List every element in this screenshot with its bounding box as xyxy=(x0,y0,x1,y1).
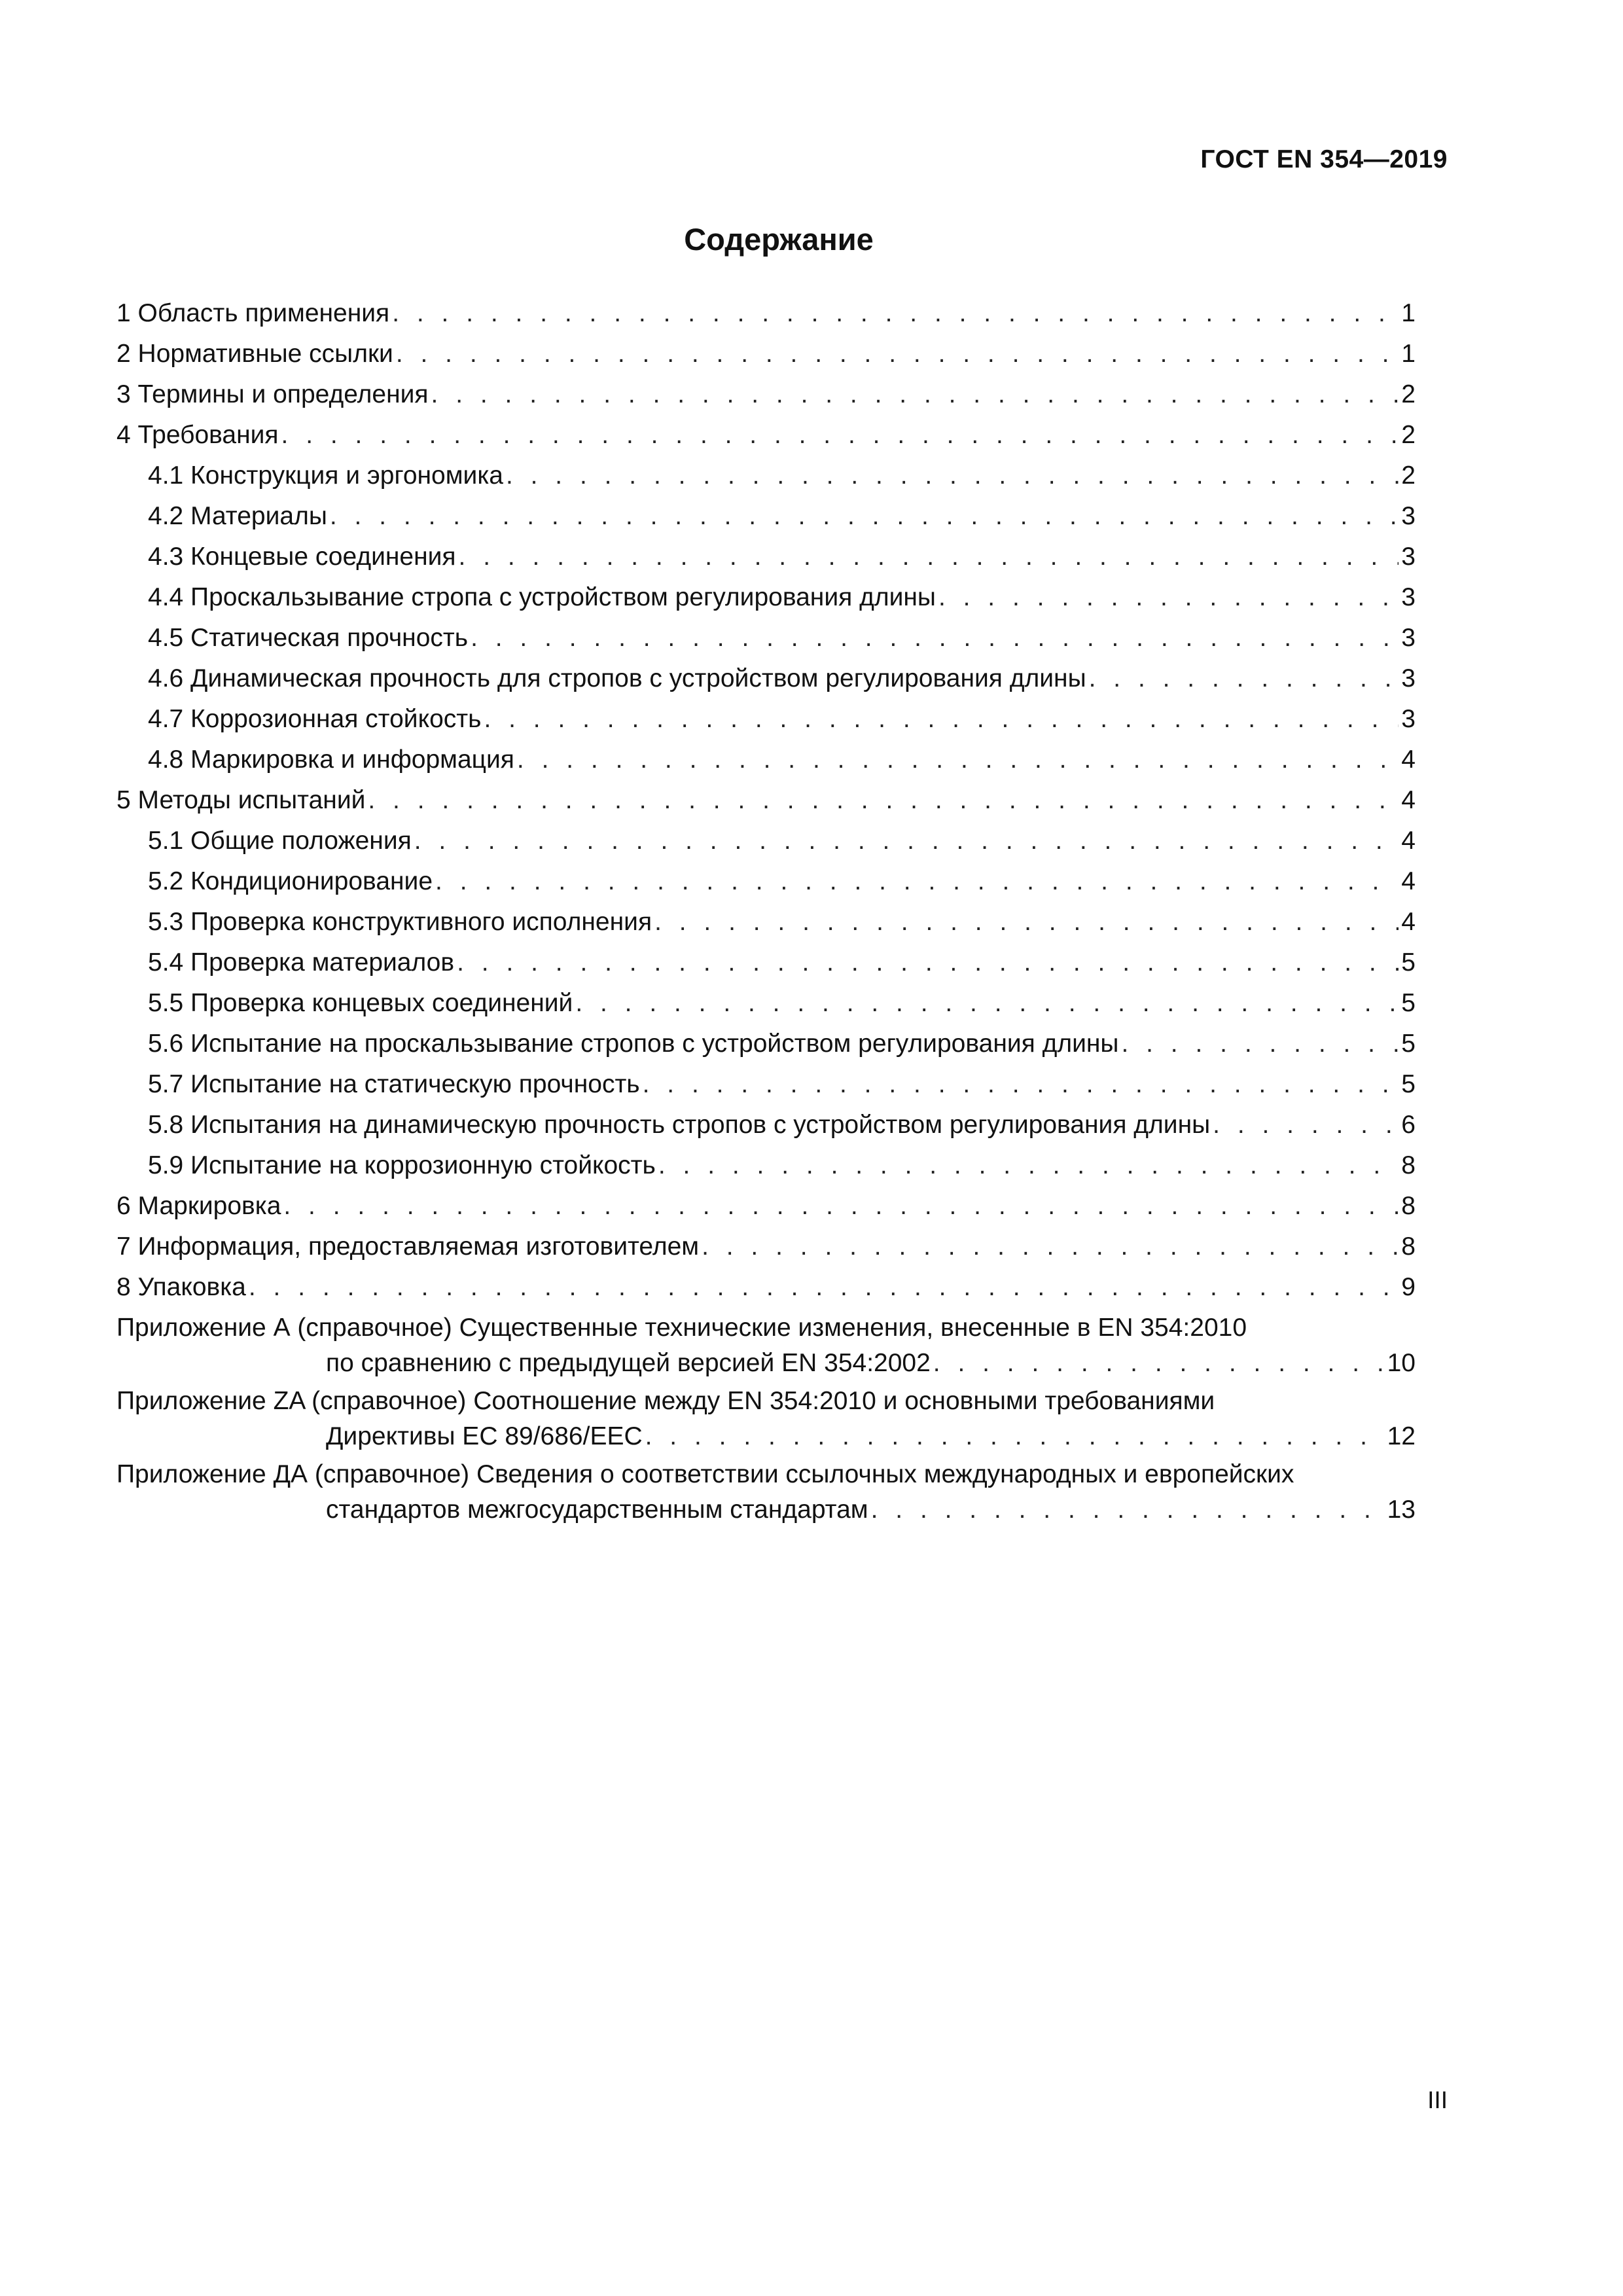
toc-entry[interactable] xyxy=(116,780,1416,821)
page-title: Содержание xyxy=(684,222,874,257)
toc-entries xyxy=(116,293,1416,1308)
toc-annex-continuation xyxy=(116,1419,1416,1454)
toc-annexes xyxy=(116,1310,1416,1528)
toc-entry-label: 4.1 Конструкция и эргономика xyxy=(148,461,503,490)
toc-entry-page: 5 xyxy=(1401,989,1416,1017)
dot-leader xyxy=(938,577,1399,618)
toc-entry-label: 6 Маркировка xyxy=(116,1192,281,1220)
toc-entry-label: 3 Термины и определения xyxy=(116,380,429,408)
toc-entry-page: 8 xyxy=(1401,1232,1416,1261)
toc-entry-label: 8 Упаковка xyxy=(116,1273,246,1301)
dot-leader xyxy=(435,861,1399,902)
toc-entry-page: 2 xyxy=(1401,380,1416,408)
toc-entry-label: 5.7 Испытание на статическую прочность xyxy=(148,1070,640,1098)
dot-leader xyxy=(1213,1105,1399,1145)
toc-entry-label: 5.4 Проверка материалов xyxy=(148,948,455,977)
toc-entry-page: 1 xyxy=(1401,340,1416,368)
dot-leader xyxy=(575,983,1399,1024)
toc-entry-page: 4 xyxy=(1401,786,1416,814)
dot-leader xyxy=(457,942,1399,983)
toc-entry-page: 3 xyxy=(1401,664,1416,692)
toc-entry-label: 4.4 Проскальзывание стропа с устройством регулирования длины xyxy=(148,583,936,611)
toc-entry[interactable] xyxy=(116,1105,1416,1145)
toc-entry-page: 4 xyxy=(1401,827,1416,855)
toc-entry-page: 3 xyxy=(1401,502,1416,530)
dot-leader xyxy=(484,699,1399,740)
toc-entry-label: 4.8 Маркировка и информация xyxy=(148,745,514,774)
toc-annex-entry[interactable] xyxy=(116,1457,1416,1528)
toc-entry-page: 2 xyxy=(1401,421,1416,449)
toc-entry-label: 4.7 Коррозионная стойкость xyxy=(148,705,482,733)
dot-leader xyxy=(645,1419,1385,1454)
toc-entry-page: 6 xyxy=(1401,1111,1416,1139)
toc-entry-label: 4.6 Динамическая прочность для стропов с устройством регулирования длины xyxy=(148,664,1086,692)
toc-entry-page: 4 xyxy=(1401,908,1416,936)
toc-entry-label: 5.8 Испытания на динамическую прочность стропов с устройством регулирования длины xyxy=(148,1111,1211,1139)
dot-leader xyxy=(517,740,1399,780)
dot-leader xyxy=(283,1186,1399,1227)
toc-entry[interactable] xyxy=(116,496,1416,537)
toc-entry-page: 5 xyxy=(1401,1070,1416,1098)
toc-annex-continuation xyxy=(116,1492,1416,1528)
dot-leader xyxy=(249,1267,1399,1308)
toc-entry-label: 5.5 Проверка концевых соединений xyxy=(148,989,573,1017)
dot-leader xyxy=(459,537,1399,577)
toc-entry-label: 5.6 Испытание на проскальзывание стропов с устройством регулирования длины xyxy=(148,1030,1119,1058)
dot-leader xyxy=(330,496,1399,537)
dot-leader xyxy=(281,415,1399,456)
toc-entry-page: 4 xyxy=(1401,745,1416,774)
dot-leader xyxy=(654,902,1399,942)
toc-annex-page: 12 xyxy=(1387,1422,1416,1450)
dot-leader xyxy=(643,1064,1399,1105)
toc-entry[interactable] xyxy=(116,1145,1416,1186)
toc-entry[interactable] xyxy=(116,658,1416,699)
dot-leader xyxy=(871,1492,1385,1528)
toc-entry-page: 3 xyxy=(1401,543,1416,571)
toc-entry-label: 5.2 Кондиционирование xyxy=(148,867,433,895)
toc-entry-label: 4.2 Материалы xyxy=(148,502,327,530)
toc-entry-label: 5.9 Испытание на коррозионную стойкость xyxy=(148,1151,656,1179)
toc-entry-page: 5 xyxy=(1401,948,1416,977)
toc-entry[interactable] xyxy=(116,415,1416,456)
dot-leader xyxy=(702,1227,1399,1267)
toc-entry-label: 2 Нормативные ссылки xyxy=(116,340,393,368)
toc-entry-label: 4.5 Статическая прочность xyxy=(148,624,469,652)
toc-entry-label: 4.3 Концевые соединения xyxy=(148,543,456,571)
toc-entry-page: 3 xyxy=(1401,583,1416,611)
toc-entry[interactable] xyxy=(116,740,1416,780)
dot-leader xyxy=(368,780,1399,821)
toc-entry[interactable] xyxy=(116,699,1416,740)
toc-annex-subtitle: по сравнению с предыдущей версией EN 354:2002 xyxy=(326,1349,931,1377)
dot-leader xyxy=(431,374,1399,415)
dot-leader xyxy=(933,1346,1385,1381)
toc-annex-title: Приложение А (справочное) Существенные технические изменения, внесенные в EN 354:2010 xyxy=(116,1314,1247,1342)
dot-leader xyxy=(658,1145,1399,1186)
toc-entry-page: 4 xyxy=(1401,867,1416,895)
toc-entry-label: 4 Требования xyxy=(116,421,279,449)
table-of-contents xyxy=(116,293,1416,1530)
dot-leader xyxy=(1089,658,1399,699)
toc-entry[interactable] xyxy=(116,618,1416,658)
document-header: ГОСТ EN 354—2019 xyxy=(1200,145,1448,173)
toc-annex-subtitle: стандартов межгосударственным стандартам xyxy=(326,1496,868,1524)
toc-entry[interactable] xyxy=(116,293,1416,334)
toc-entry-label: 7 Информация, предоставляемая изготовителем xyxy=(116,1232,700,1261)
toc-entry[interactable] xyxy=(116,1024,1416,1064)
toc-entry[interactable] xyxy=(116,1186,1416,1227)
toc-entry[interactable] xyxy=(116,1267,1416,1308)
toc-entry-page: 2 xyxy=(1401,461,1416,490)
toc-entry[interactable] xyxy=(116,902,1416,942)
toc-annex-page: 13 xyxy=(1387,1496,1416,1524)
toc-entry[interactable] xyxy=(116,537,1416,577)
toc-entry-page: 8 xyxy=(1401,1151,1416,1179)
dot-leader xyxy=(471,618,1399,658)
toc-entry-page: 8 xyxy=(1401,1192,1416,1220)
dot-leader xyxy=(1121,1024,1399,1064)
toc-entry-page: 1 xyxy=(1401,299,1416,327)
dot-leader xyxy=(414,821,1399,861)
toc-entry[interactable] xyxy=(116,334,1416,374)
toc-annex-entry[interactable] xyxy=(116,1310,1416,1381)
toc-entry-page: 5 xyxy=(1401,1030,1416,1058)
toc-entry[interactable] xyxy=(116,942,1416,983)
toc-entry[interactable] xyxy=(116,983,1416,1024)
toc-entry[interactable] xyxy=(116,821,1416,861)
toc-entry-label: 5 Методы испытаний xyxy=(116,786,366,814)
dot-leader xyxy=(396,334,1399,374)
toc-annex-title: Приложение ZA (справочное) Соотношение между EN 354:2010 и основными требованиями xyxy=(116,1387,1215,1415)
toc-entry-label: 5.3 Проверка конструктивного исполнения xyxy=(148,908,652,936)
toc-entry-label: 5.1 Общие положения xyxy=(148,827,412,855)
toc-entry[interactable] xyxy=(116,1227,1416,1267)
toc-entry-page: 3 xyxy=(1401,705,1416,733)
toc-annex-page: 10 xyxy=(1387,1349,1416,1377)
toc-entry-page: 9 xyxy=(1401,1273,1416,1301)
page-number: III xyxy=(1427,2087,1448,2113)
toc-annex-entry[interactable] xyxy=(116,1384,1416,1454)
toc-entry[interactable] xyxy=(116,1064,1416,1105)
dot-leader xyxy=(506,456,1399,496)
toc-entry-page: 3 xyxy=(1401,624,1416,652)
toc-annex-title: Приложение ДА (справочное) Сведения о соответствии ссылочных международных и европейских xyxy=(116,1460,1294,1488)
toc-entry[interactable] xyxy=(116,456,1416,496)
dot-leader xyxy=(392,293,1399,334)
toc-annex-continuation xyxy=(116,1346,1416,1381)
toc-entry-label: 1 Область применения xyxy=(116,299,390,327)
toc-entry[interactable] xyxy=(116,374,1416,415)
toc-entry[interactable] xyxy=(116,577,1416,618)
toc-annex-subtitle: Директивы ЕС 89/686/ЕЕС xyxy=(326,1422,643,1450)
toc-entry[interactable] xyxy=(116,861,1416,902)
